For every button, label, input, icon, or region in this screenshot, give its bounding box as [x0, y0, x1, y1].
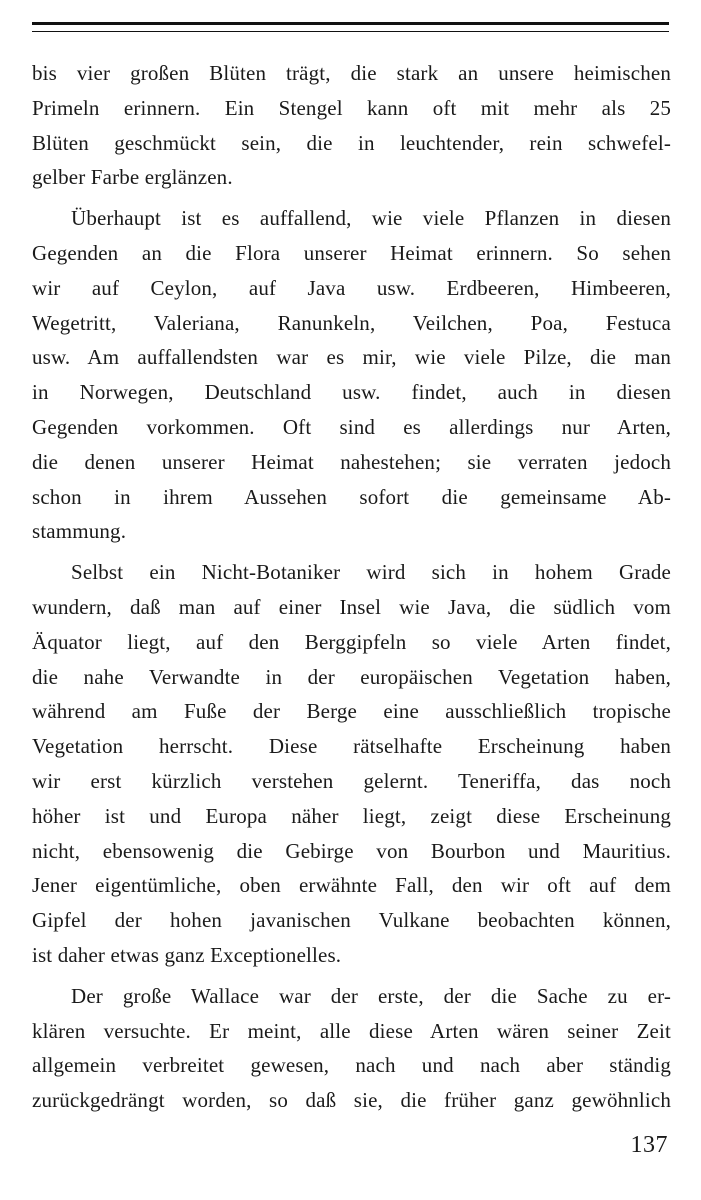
text-line: bis vier großen Blüten trägt, die stark an unsere heimischen	[32, 61, 671, 85]
paragraph	[32, 555, 671, 973]
text-line: höher ist und Europa näher liegt, zeigt diese Erscheinung	[32, 803, 671, 828]
text-line: Primeln erinnern. Ein Stengel kann oft mit mehr als 25	[32, 95, 671, 120]
paragraph	[32, 979, 671, 1118]
text-line: Blüten geschmückt sein, die in leuchtender, rein schwefel-	[32, 130, 671, 155]
text-line: wir auf Ceylon, auf Java usw. Erdbeeren, Himbeeren,	[32, 275, 671, 300]
text-line: allgemein verbreitet gewesen, nach und nach aber ständig	[32, 1053, 671, 1078]
text-line: Äquator liegt, auf den Berggipfeln so viele Arten findet,	[32, 629, 671, 654]
paragraph	[32, 201, 671, 549]
text-line: ist daher etwas ganz Exceptionelles.	[32, 942, 342, 967]
text-line: zurückgedrängt worden, so daß sie, die früher ganz gewöhnlich	[32, 1088, 671, 1113]
text-line: nicht, ebensowenig die Gebirge von Bourbon und Mauritius.	[32, 838, 671, 863]
text-line: Gegenden an die Flora unserer Heimat erinnern. So sehen	[32, 240, 671, 265]
header-rule-thick	[32, 22, 669, 25]
text-line: die nahe Verwandte in der europäischen Vegetation haben,	[32, 664, 671, 689]
body-text	[32, 56, 671, 1118]
text-line: wir erst kürzlich verstehen gelernt. Teneriffa, das noch	[32, 768, 671, 793]
text-line: während am Fuße der Berge eine ausschließlich tropische	[32, 699, 671, 724]
header-rule-thin	[32, 31, 669, 32]
text-line: gelber Farbe erglänzen.	[32, 165, 233, 190]
text-line: Selbst ein Nicht-Botaniker wird sich in hohem Grade	[71, 560, 671, 585]
page-number: 137	[630, 1132, 668, 1158]
text-line: Wegetritt, Valeriana, Ranunkeln, Veilchen, Poa, Festuca	[32, 310, 671, 335]
text-line: Der große Wallace war der erste, der die Sache zu er-	[71, 983, 671, 1008]
text-line: Gipfel der hohen javanischen Vulkane beobachten können,	[32, 908, 671, 933]
text-line: in Norwegen, Deutschland usw. findet, auch in diesen	[32, 380, 671, 405]
text-line: Gegenden vorkommen. Oft sind es allerdings nur Arten,	[32, 414, 671, 439]
text-line: wundern, daß man auf einer Insel wie Java, die südlich vom	[32, 594, 671, 619]
text-line: schon in ihrem Aussehen sofort die gemeinsame Ab-	[32, 484, 671, 509]
paragraph	[32, 56, 671, 195]
text-line: Jener eigentümliche, oben erwähnte Fall, den wir oft auf dem	[32, 873, 671, 898]
text-line: usw. Am auffallendsten war es mir, wie viele Pilze, die man	[32, 345, 671, 370]
text-line: die denen unserer Heimat nahestehen; sie verraten jedoch	[32, 449, 671, 474]
text-line: Überhaupt ist es auffallend, wie viele Pflanzen in diesen	[71, 206, 671, 231]
text-line: klären versuchte. Er meint, alle diese Arten wären seiner Zeit	[32, 1018, 671, 1043]
text-line: stammung.	[32, 519, 127, 544]
text-line: Vegetation herrscht. Diese rätselhafte Erscheinung haben	[32, 734, 671, 759]
